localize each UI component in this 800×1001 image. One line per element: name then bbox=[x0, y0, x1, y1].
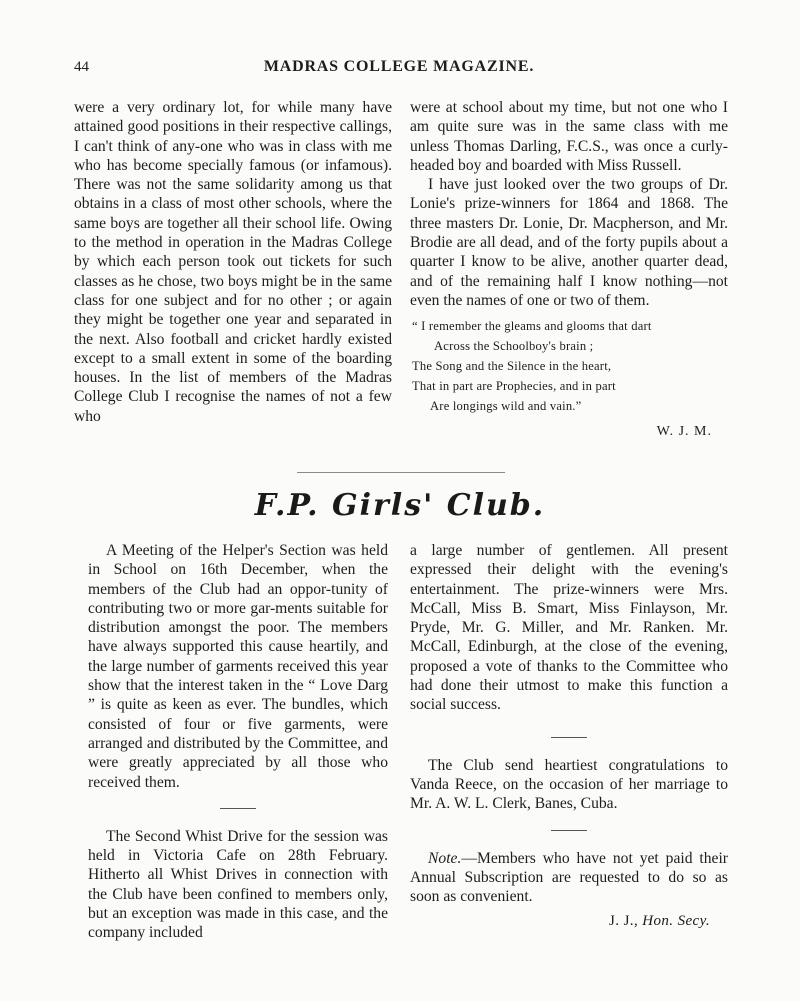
short-divider bbox=[220, 808, 256, 809]
club-section-heading: F.P. Girls' Club. bbox=[254, 488, 546, 523]
short-divider bbox=[551, 830, 587, 831]
club-right-column bbox=[410, 541, 728, 932]
poem-line: Across the Schoolboy's brain ; bbox=[434, 339, 594, 354]
club-left-paragraph-2: The Second Whist Drive for the session was held in Victoria Cafe on 28th February. Hitherto all Whist Drives in connection with the Club have been confined to members only, but an exception was made in this case, and the company included bbox=[88, 827, 388, 942]
section-divider bbox=[297, 472, 505, 473]
club-right-paragraph-1: a large number of gentlemen. All present expressed their delight with the evening's entertainment. The prize-winners were Mrs. McCall, Miss B. Smart, Miss Finlayson, Mr. Pryde, Mr. G. Miller, and Mr. Ranken. Mr. McCall, Edinburgh, at the close of the evening, proposed a vote of thanks to the Committee who had done their utmost to make this function a social success. bbox=[410, 542, 728, 714]
top-article-signature: W. J. M. bbox=[656, 424, 712, 440]
club-left-paragraph-1: A Meeting of the Helper's Section was held in School on 16th December, when the members of the Club had an oppor-tunity of contributing two or more gar-ments suitable for distribution amongst the poor. The members have always supported this cause heartily, and the large number of garments received this year show that the interest taken in the “ Love Darg ” is quite as keen as ever. The bundles, which consisted of four or five garments, were arranged and distributed by the Committee, and were greatly appreciated by all those who received them. bbox=[88, 542, 388, 791]
running-title: MADRAS COLLEGE MAGAZINE. bbox=[263, 58, 535, 75]
top-article-left-paragraph: were a very ordinary lot, for while many have attained good positions in their respective callings, I can't think of any-one who was in class with me who has become specially famous (or infamous). There was not the same solidarity among us that obtains in a class of most other schools, where the same boys are together all their school life. Owing to the method in operation in the Madras College by which each person took out tickets for such classes as he chose, two boys might be in the same class for one subject and for no other ; or again they might be together one year and separated in the next. Also football and cricket hardly existed except to a small extent in some of the boarding houses. In the list of members of the Madras College Club I recognise the names of not a few who bbox=[74, 99, 392, 425]
top-article-right-paragraph-2: I have just looked over the two groups of Dr. Lonie's prize-winners for 1864 and 1868. The three masters Dr. Lonie, Dr. Macpherson, and Mr. Brodie are all dead, and of the forty pupils about a quarter I know to be alive, another quarter dead, and of the remaining half I know nothing—not even the names of one or two of them. bbox=[410, 176, 728, 309]
poem-line: The Song and the Silence in the heart, bbox=[412, 359, 612, 374]
club-note-paragraph bbox=[410, 849, 728, 907]
poem-line: Are longings wild and vain.” bbox=[430, 399, 582, 414]
poem-line: That in part are Prophecies, and in part bbox=[412, 379, 616, 394]
top-article-right-paragraph-1: were at school about my time, but not one who I am quite sure was in the same class with me unless Thomas Darling, F.C.S., was once a curly-headed boy and boarded with Miss Russell. bbox=[410, 99, 728, 174]
club-right-paragraph-2: The Club send heartiest congratulations to Vanda Reece, on the occasion of her marriage to Mr. A. W. L. Clerk, Banes, Cuba. bbox=[410, 756, 728, 813]
page-header bbox=[74, 55, 724, 81]
page-number: 44 bbox=[74, 59, 89, 75]
note-text: —Members who have not yet paid their Annual Subscription are requested to do so as soon as convenient. bbox=[410, 849, 728, 906]
poem-line: “ I remember the gleams and glooms that dart bbox=[412, 319, 652, 334]
top-article-left-column bbox=[74, 98, 392, 426]
club-left-column bbox=[88, 541, 388, 943]
note-label: Note. bbox=[428, 849, 462, 867]
short-divider bbox=[551, 737, 587, 738]
club-signature bbox=[410, 912, 728, 931]
signature-name: J. J., bbox=[609, 913, 639, 930]
top-article-right-column bbox=[410, 98, 728, 442]
signature-title: Hon. Secy. bbox=[642, 913, 710, 930]
poem-quote bbox=[412, 316, 728, 416]
